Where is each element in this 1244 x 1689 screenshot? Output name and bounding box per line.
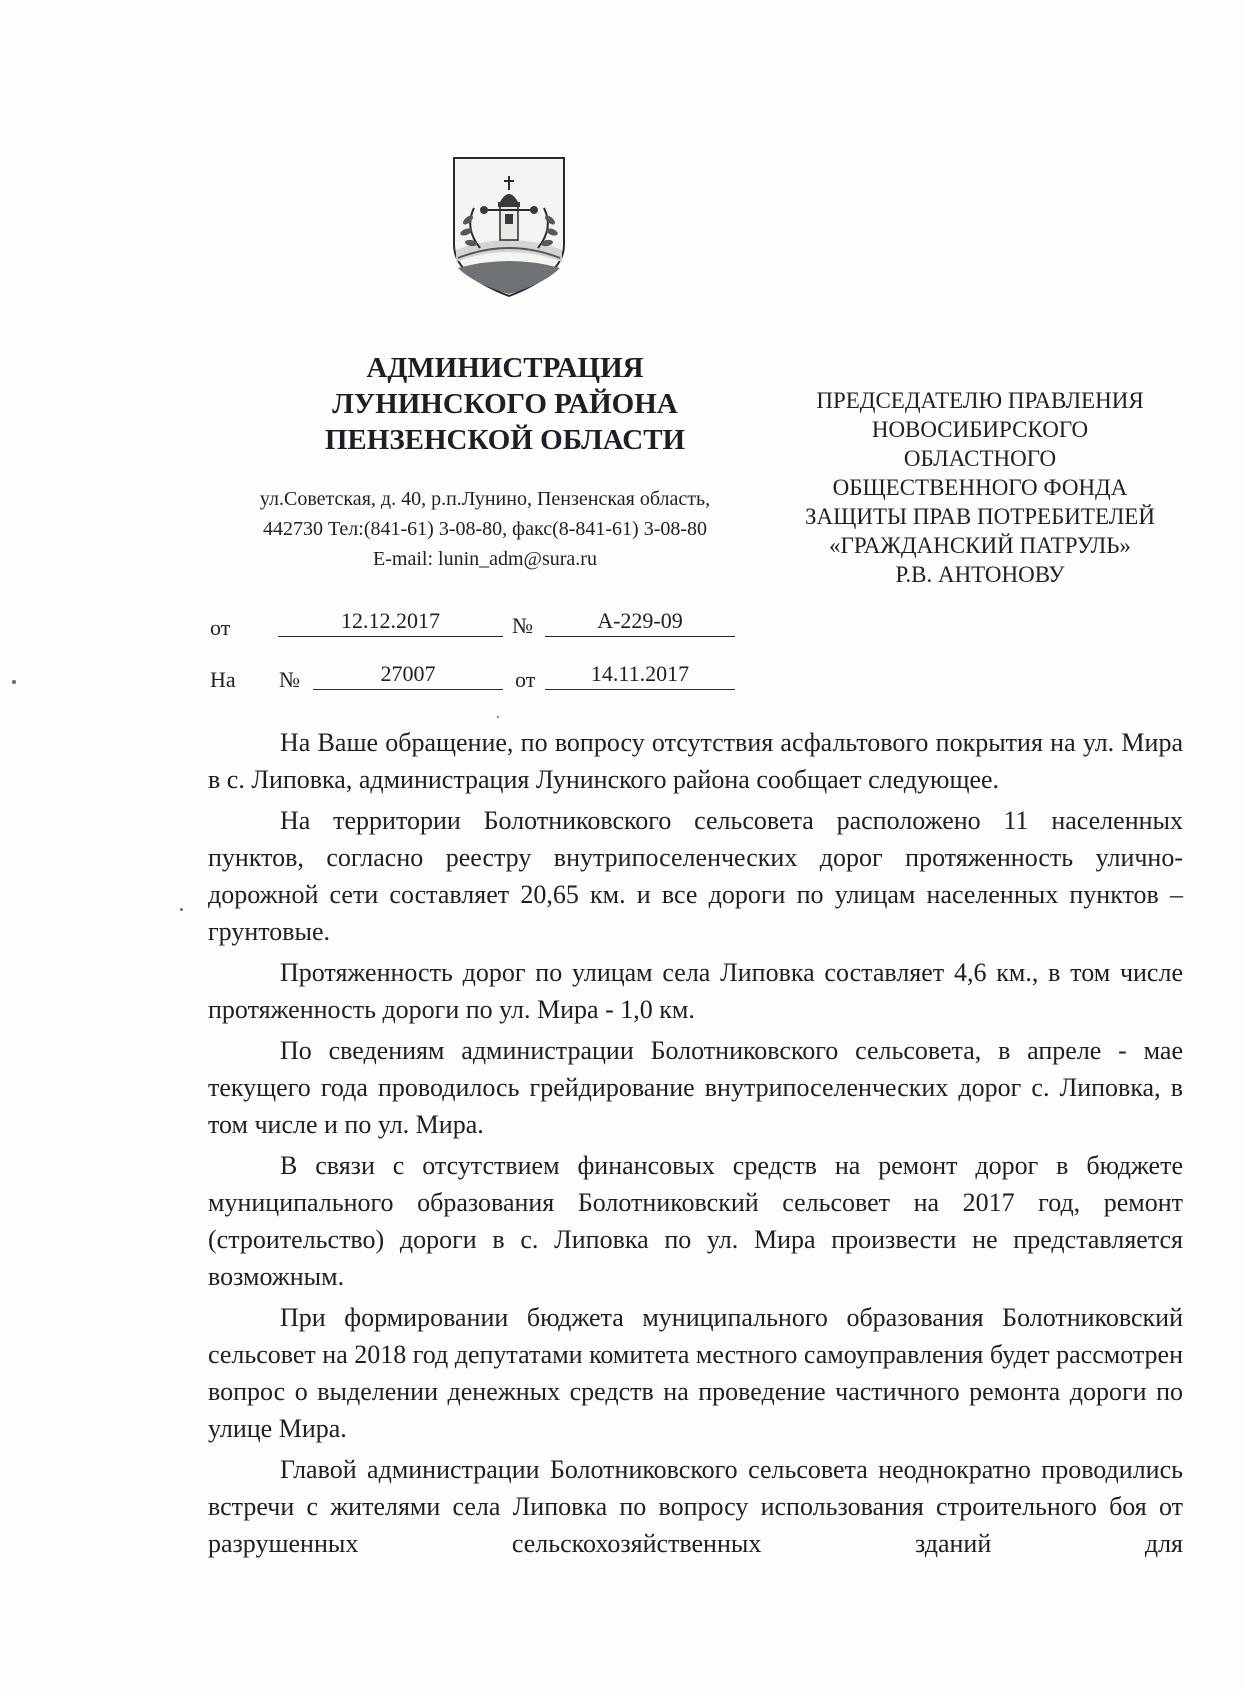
body-paragraph: В связи с отсутствием финансовых средств на ремонт дорог в бюджете муниципального образования Болотниковский сельсовет на 2017 год, ремонт (строительство) дороги в с. Липовка по ул. Мира произвести не представляется возможным. [208,1151,1183,1291]
phone-fax-line: 442730 Тел:(841-61) 3-08-80, факс(8-841-61) 3-08-80 [262,518,708,540]
recipient-line: ОБЛАСТНОГО [903,446,1057,471]
recipient-block [770,386,1190,589]
scan-speck [180,908,183,911]
date-label: от [210,615,231,640]
body-paragraph: Главой администрации Болотниковского сельсовета неоднократно проводились встречи с жителями села Липовка по вопросу использования строительного боя от разрушенных сельскохозяйственных зданий для [208,1455,1183,1558]
scan-speck [497,716,499,718]
body-paragraph: На Ваше обращение, по вопросу отсутствия асфальтового покрытия на ул. Мира в с. Липовка, администрация Лунинского района сообщает следующее. [208,728,1183,794]
reply-date-label: от [515,667,536,692]
recipient-line: «ГРАЖДАНСКИЙ ПАТРУЛЬ» [829,533,1131,558]
address-line: ул.Советская, д. 40, р.п.Лунино, Пензенская область, [259,488,711,510]
body-paragraph: При формировании бюджета муниципального образования Болотниковский сельсовет на 2018 год депутатами комитета местного самоуправления будет рассмотрен вопрос о выделении денежных средств на проведение частичного ремонта дороги по улице Мира. [208,1303,1183,1443]
reply-number-label: № [279,667,300,692]
incoming-number-field: 27007 [313,659,503,690]
org-name-line3: ПЕНЗЕНСКОЙ ОБЛАСТИ [324,424,686,456]
sender-organization-name [270,350,740,458]
recipient-line: Р.В. АНТОНОВУ [895,562,1065,587]
outgoing-number-field: А-229-09 [545,606,735,637]
body-paragraph: Протяженность дорог по улицам села Липовка составляет 4,6 км., в том числе протяженность дороги по ул. Мира - 1,0 км. [208,958,1183,1024]
coat-of-arms-emblem [444,150,574,300]
recipient-line: ОБЩЕСТВЕННОГО ФОНДА [832,475,1128,500]
number-label: № [512,613,533,638]
sender-address-block [190,484,780,574]
scan-speck [12,680,16,684]
body-paragraph: По сведениям администрации Болотниковского сельсовета, в апреле - мае текущего года проводилось грейдирование внутрипоселенческих дорог с. Липовка, в том числе и по ул. Мира. [208,1036,1183,1139]
reply-to-label: На [210,667,236,692]
email-line: E-mail: lunin_adm@sura.ru [373,548,597,570]
body-paragraph: На территории Болотниковского сельсовета расположено 11 населенных пунктов, согласно реестру внутрипоселенческих дорог протяженность улично-дорожной сети составляет 20,65 км. и все дороги по улицам населенных пунктов – грунтовые. [208,806,1183,946]
letter-body [208,724,1183,1566]
org-name-line2: ЛУНИНСКОГО РАЙОНА [332,388,678,420]
incoming-date-field: 14.11.2017 [545,659,735,690]
org-name-line1: АДМИНИСТРАЦИЯ [366,352,644,384]
recipient-line: НОВОСИБИРСКОГО [871,417,1089,442]
outgoing-date-field: 12.12.2017 [278,606,503,637]
recipient-line: ЗАЩИТЫ ПРАВ ПОТРЕБИТЕЛЕЙ [805,504,1155,529]
recipient-line: ПРЕДСЕДАТЕЛЮ ПРАВЛЕНИЯ [816,388,1144,413]
